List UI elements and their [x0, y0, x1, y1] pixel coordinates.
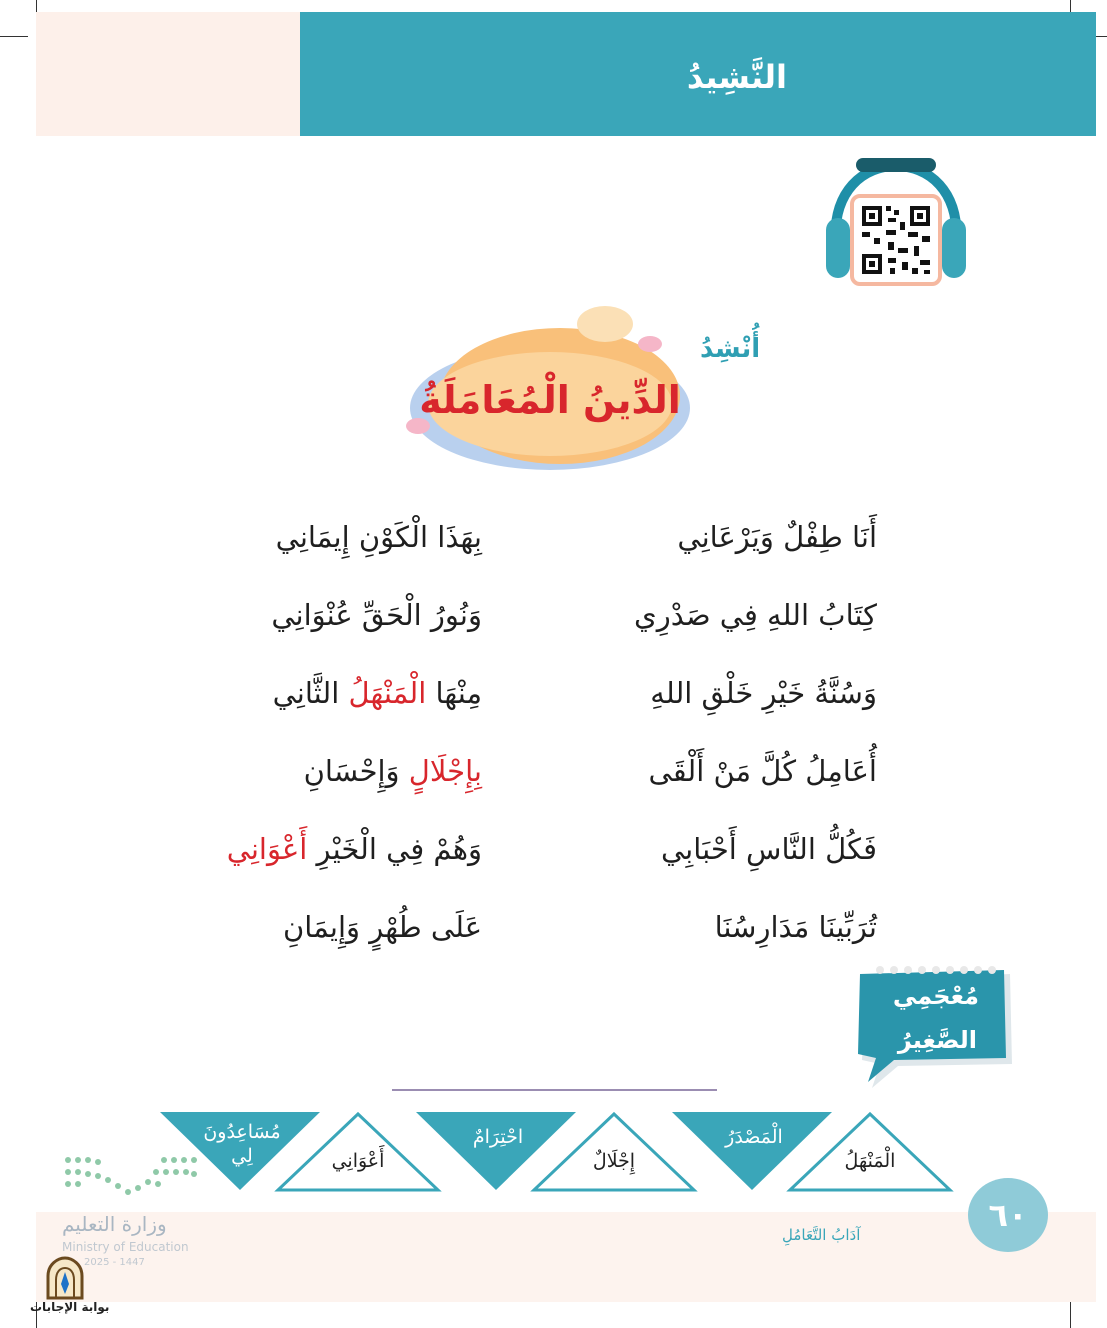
recite-label: أُنْشِدُ	[700, 334, 761, 364]
portal-logo-icon	[44, 1256, 86, 1300]
vocab-meaning-2: احْتِرَامٌ	[472, 1126, 524, 1148]
footer-band	[36, 1212, 1096, 1302]
divider-line	[392, 1089, 717, 1091]
ministry-year: 2025 - 1447	[84, 1257, 145, 1268]
verse-left-5: وَهُمْ فِي الْخَيْرِ أَعْوَانِي	[226, 832, 482, 866]
verse-right-4: أُعَامِلُ كُلَّ مَنْ أَلْقَى	[648, 754, 877, 788]
vocab-highlight: الْمَنْهَلُ	[348, 676, 427, 710]
ministry-name-ar: وزارة التعليم	[62, 1212, 167, 1236]
headphones-qr-icon[interactable]	[826, 158, 966, 288]
verse-right-6: تُرَبِّينَا مَدَارِسُنَا	[714, 910, 877, 944]
ministry-logo-icon	[60, 1150, 200, 1200]
dictionary-title-line2: الصَّغِيرُ	[897, 1026, 977, 1054]
vocab-meaning-3: مُسَاعِدُونَ لِي	[203, 1121, 281, 1167]
vocab-highlight: أَعْوَانِي	[226, 832, 308, 866]
verse-right-3: وَسُنَّةُ خَيْرِ خَلْقِ اللهِ	[650, 676, 877, 710]
dictionary-badge	[852, 960, 1017, 1090]
ministry-name-en: Ministry of Education	[62, 1240, 189, 1254]
verse-left-3: مِنْهَا الْمَنْهَلُ الثَّانِي	[272, 676, 482, 710]
vocab-word-3: أَعْوَانِي	[331, 1150, 385, 1172]
vocab-meaning-1: الْمَصْدَرُ	[725, 1126, 783, 1148]
vocab-highlight: بِإِجْلَالٍ	[408, 754, 482, 788]
unit-name: آدَابُ التَّعَامُلِ	[782, 1226, 861, 1244]
verse-left-4: بِإِجْلَالٍ وَإِحْسَانِ	[303, 754, 482, 788]
vocab-word-1: الْمَنْهَلُ	[844, 1150, 896, 1172]
verse-left-6: عَلَى طُهْرٍ وَإِيمَانِ	[283, 910, 482, 944]
verse-left-2: وَنُورُ الْحَقِّ عُنْوَانِي	[271, 598, 482, 632]
verse-right-2: كِتَابُ اللهِ فِي صَدْرِي	[634, 598, 877, 632]
crop-mark	[1070, 1300, 1071, 1328]
vocab-word-2: إِجْلَالٌ	[592, 1150, 636, 1172]
crop-mark	[0, 36, 28, 37]
page-number: ٦٠	[968, 1178, 1048, 1252]
verse-left-1: بِهَذَا الْكَوْنِ إِيمَانِي	[275, 520, 482, 554]
page-title: النَّشِيدُ	[686, 58, 787, 96]
verse-right-1: أَنَا طِفْلٌ وَيَرْعَانِي	[677, 520, 877, 554]
dictionary-title-line1: مُعْجَمِي	[892, 982, 979, 1010]
poem-title: الدِّينُ الْمُعَامَلَةُ	[419, 378, 681, 422]
portal-name: بوابة الإجابات	[30, 1300, 110, 1314]
verse-right-5: فَكُلُّ النَّاسِ أَحْبَابِي	[661, 832, 877, 866]
